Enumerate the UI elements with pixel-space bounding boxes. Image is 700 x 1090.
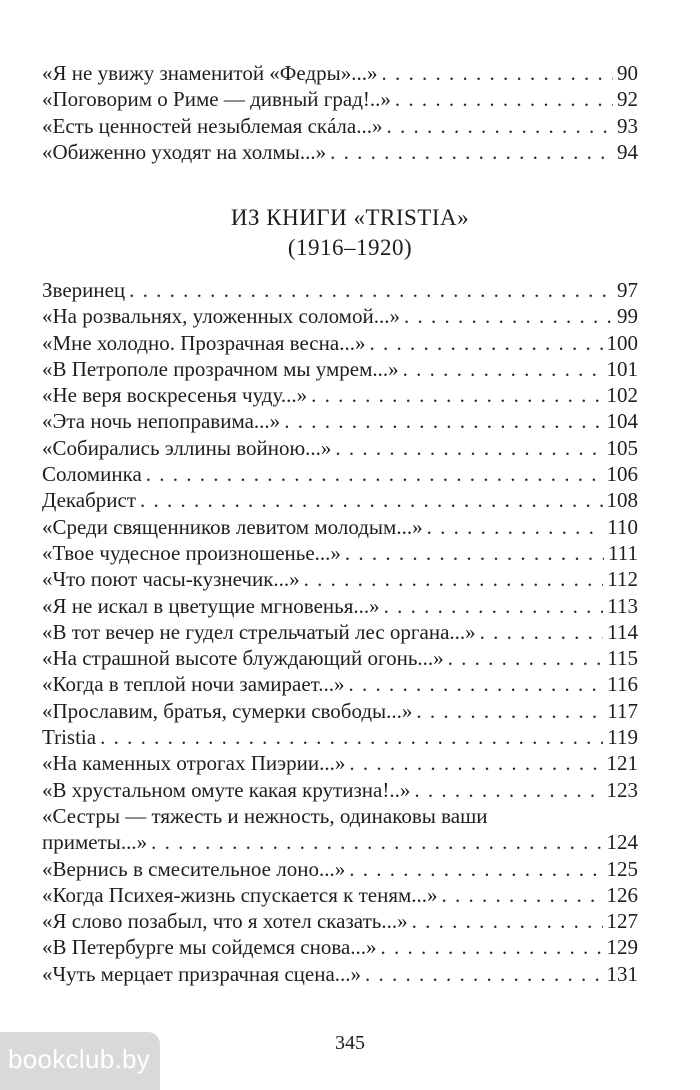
- dot-leader: [146, 461, 603, 487]
- toc-entry-page: 110: [607, 514, 638, 539]
- toc-entry-title: Tristia: [42, 725, 97, 750]
- toc-entry: [42, 566, 638, 592]
- toc-entry-page: 92: [617, 87, 638, 112]
- toc-entry: [42, 330, 638, 356]
- toc-entry-page: 129: [606, 935, 638, 960]
- toc-entry: [42, 86, 638, 112]
- dot-leader: [335, 435, 602, 461]
- dot-leader: [151, 829, 602, 855]
- dot-leader: [442, 882, 603, 908]
- toc-entry-page: 94: [617, 139, 638, 164]
- dot-leader: [403, 356, 603, 382]
- dot-leader: [365, 961, 602, 987]
- toc-entry: [42, 750, 638, 776]
- dot-leader: [416, 698, 603, 724]
- dot-leader: [304, 566, 604, 592]
- dot-leader: [404, 303, 613, 329]
- toc-entry: [42, 934, 638, 960]
- page-number: 345: [335, 1032, 365, 1054]
- toc-entry: [42, 777, 638, 803]
- toc-entry-page: 102: [606, 383, 638, 408]
- dot-leader: [129, 277, 613, 303]
- dot-leader: [100, 724, 603, 750]
- toc-entry-title: «В Петербурге мы сойдемся снова...»: [42, 935, 377, 960]
- toc-entry-page: 101: [606, 356, 638, 381]
- toc-entry: [42, 356, 638, 382]
- toc-entry-title: «Прославим, братья, сумерки свободы...»: [42, 698, 413, 723]
- dot-leader: [349, 671, 604, 697]
- dot-leader: [414, 777, 602, 803]
- toc-entry-title: «Вернись в смесительное лоно...»: [42, 856, 346, 881]
- toc-entry: [42, 645, 638, 671]
- dot-leader: [345, 540, 604, 566]
- toc-entry-title: «На страшной высоте блуждающий огонь...»: [42, 646, 444, 671]
- dot-leader: [427, 514, 604, 540]
- dot-leader: [330, 139, 613, 165]
- toc-entry: [42, 60, 638, 86]
- toc-entry-title: «На каменных отрогах Пиэрии...»: [42, 751, 346, 776]
- toc-entry-title: «Я слово позабыл, что я хотел сказать...»: [42, 909, 408, 934]
- toc-entry: [42, 856, 638, 882]
- toc-entry-page: 113: [607, 593, 638, 618]
- dot-leader: [381, 934, 603, 960]
- toc-entry-title: Декабрист: [42, 488, 137, 513]
- toc-entry-page: 105: [606, 435, 638, 460]
- toc-entry-page: 100: [606, 330, 638, 355]
- toc-entry-first-line: [42, 803, 638, 829]
- toc-entry-title: «Эта ночь непоправима...»: [42, 409, 281, 434]
- toc-entry-page: 131: [606, 961, 638, 986]
- toc-entry-title: «Мне холодно. Прозрачная весна...»: [42, 330, 366, 355]
- toc-entry: [42, 908, 638, 934]
- toc-entry-title: «Собирались эллины войною...»: [42, 435, 332, 460]
- toc-list-tristia: [42, 277, 638, 987]
- toc-entry-title-continued: приметы...»: [42, 830, 148, 855]
- toc-entry: [42, 882, 638, 908]
- toc-entry-title: «В Петрополе прозрачном мы умрем...»: [42, 356, 399, 381]
- toc-entry-page: 104: [606, 409, 638, 434]
- toc-entry-title: «В хрустальном омуте какая крутизна!..»: [42, 777, 411, 802]
- toc-entry: [42, 540, 638, 566]
- dot-leader: [386, 113, 613, 139]
- dot-leader: [284, 408, 602, 434]
- dot-leader: [395, 86, 613, 112]
- toc-entry-title: «Сестры — тяжесть и нежность, одинаковы ваши: [42, 803, 488, 828]
- dot-leader: [412, 908, 603, 934]
- toc-entry: [42, 698, 638, 724]
- toc-entry: [42, 724, 638, 750]
- dot-leader: [384, 593, 604, 619]
- toc-entry-title: «На розвальнях, уложенных соломой...»: [42, 304, 400, 329]
- dot-leader: [349, 856, 602, 882]
- toc-entry-title: «Я не искал в цветущие мгновенья...»: [42, 593, 380, 618]
- toc-entry-page: 115: [607, 646, 638, 671]
- toc-entry: [42, 961, 638, 987]
- dot-leader: [140, 487, 602, 513]
- toc-entry-page: 116: [607, 672, 638, 697]
- dot-leader: [480, 619, 604, 645]
- toc-entry: [42, 382, 638, 408]
- toc-entry-page: 125: [606, 856, 638, 881]
- toc-entry-page: 124: [606, 830, 638, 855]
- toc-entry: [42, 593, 638, 619]
- toc-entry-page: 111: [608, 540, 638, 565]
- toc-entry-title: «Поговорим о Риме — дивный град!..»: [42, 87, 391, 112]
- toc-entry: [42, 487, 638, 513]
- toc-entry-page: 112: [607, 567, 638, 592]
- toc-entry-title: «Чуть мерцает призрачная сцена...»: [42, 961, 362, 986]
- toc-entry: [42, 829, 638, 855]
- dot-leader: [369, 330, 602, 356]
- toc-entry: [42, 435, 638, 461]
- toc-entry: [42, 514, 638, 540]
- toc-entry-title: «Есть ценностей незыблемая скáла...»: [42, 113, 383, 138]
- toc-entry-page: 97: [617, 278, 638, 302]
- dot-leader: [311, 382, 602, 408]
- dot-leader: [349, 750, 602, 776]
- toc-entry-page: 127: [606, 909, 638, 934]
- toc-entry-title: Соломинка: [42, 462, 142, 487]
- toc-entry-title: «Обиженно уходят на холмы...»: [42, 139, 327, 164]
- toc-entry-page: 90: [617, 61, 638, 85]
- watermark-text: bookclub.by: [8, 1044, 151, 1074]
- toc-entry-page: 117: [607, 698, 638, 723]
- toc-entry-page: 99: [617, 304, 638, 329]
- toc-entry: [42, 461, 638, 487]
- toc-entry: [42, 303, 638, 329]
- toc-entry-title: «Я не увижу знаменитой «Федры»...»: [42, 61, 378, 85]
- toc-entry-title: «В тот вечер не гудел стрельчатый лес органа...»: [42, 619, 476, 644]
- toc-entry-page: 108: [606, 488, 638, 513]
- toc-entry-page: 106: [606, 462, 638, 487]
- toc-entry-page: 121: [606, 751, 638, 776]
- toc-entry-title: «Когда в теплой ночи замирает...»: [42, 672, 345, 697]
- toc-entry: [42, 113, 638, 139]
- section-years: (1916–1920): [287, 235, 413, 260]
- toc-entry-page: 114: [607, 619, 638, 644]
- toc-entry: [42, 619, 638, 645]
- toc-entry-title: Зверинец: [42, 278, 126, 302]
- toc-entry-page: 123: [606, 777, 638, 802]
- toc-entry-title: «Что поют часы-кузнечик...»: [42, 567, 300, 592]
- toc-entry-page: 119: [607, 725, 638, 750]
- toc-entry-title: «Когда Психея-жизнь спускается к теням...»: [42, 882, 438, 907]
- toc-entry-title: «Не веря воскресенья чуду...»: [42, 383, 308, 408]
- toc-entry: [42, 408, 638, 434]
- section-heading: ИЗ КНИГИ «TRISTIA»: [230, 205, 470, 230]
- toc-entry-title: «Среди священников левитом молодым...»: [42, 514, 423, 539]
- dot-leader: [382, 60, 614, 86]
- toc-entry-page: 93: [617, 113, 638, 138]
- toc-entry: [42, 139, 638, 165]
- toc-entry-page: 126: [606, 882, 638, 907]
- toc-entry-title: «Твое чудесное произношенье...»: [42, 540, 341, 565]
- watermark: [0, 1032, 160, 1090]
- toc-entry: [42, 277, 638, 303]
- toc-list-previous-section: [42, 60, 638, 165]
- dot-leader: [448, 645, 604, 671]
- toc-entry: [42, 671, 638, 697]
